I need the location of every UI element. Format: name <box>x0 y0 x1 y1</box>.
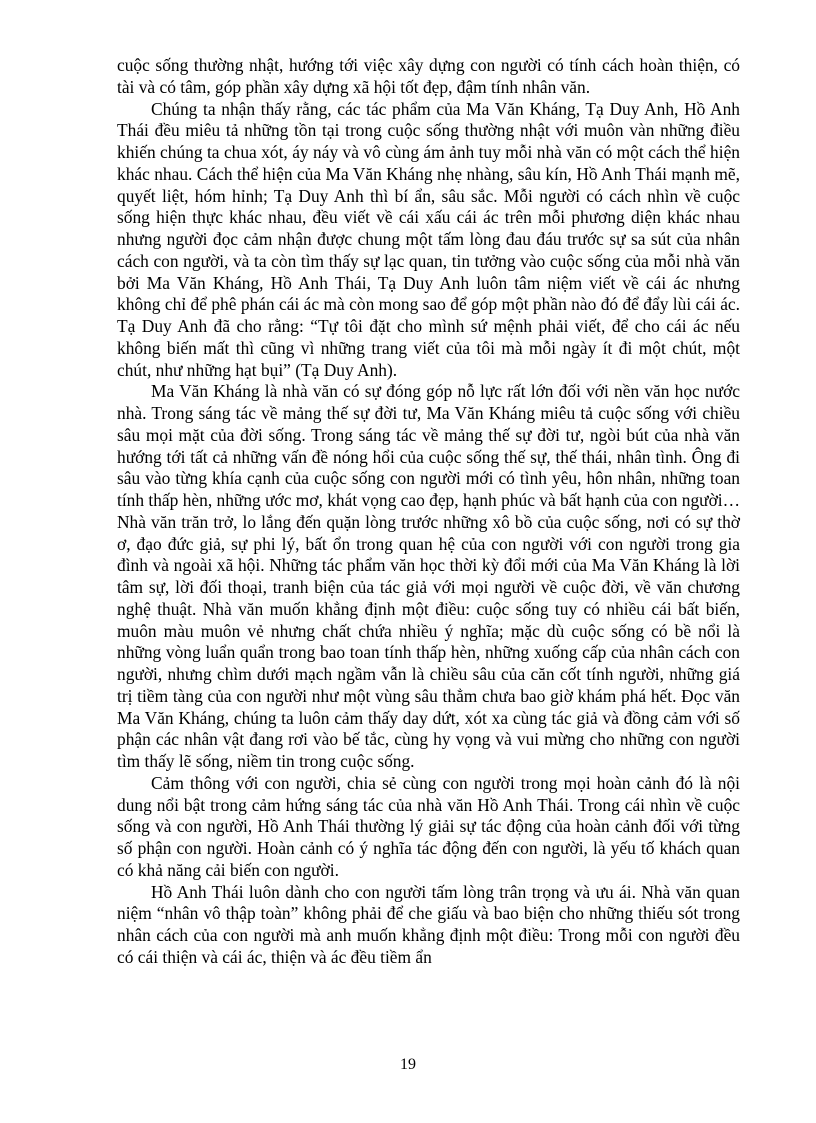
page-number: 19 <box>400 1056 416 1073</box>
paragraph-comparison: Chúng ta nhận thấy rằng, các tác phẩm của Ma Văn Kháng, Tạ Duy Anh, Hồ Anh Thái đều miêu tả những tồn tại trong cuộc sống thường nhật với muôn vàn những điều khiến chúng ta chua xót, áy náy và vô cùng ám ảnh tuy mỗi nhà văn có một cách thể hiện khác nhau. Cách thể hiện của Ma Văn Kháng nhẹ nhàng, sâu kín, Hồ Anh Thái mạnh mẽ, quyết liệt, hóm hỉnh; Tạ Duy Anh thì bí ẩn, sâu sắc. Mỗi người có cách nhìn về cuộc sống hiện thực khác nhau, đều viết về cái xấu cái ác trên mỗi phương diện khác nhau nhưng người đọc cảm nhận được chung một tấm lòng đau đáu trước sự sa sút của nhân cách con người, và ta còn tìm thấy sự lạc quan, tin tưởng vào cuộc sống của mỗi nhà văn bởi Ma Văn Kháng, Hồ Anh Thái, Tạ Duy Anh luôn tâm niệm viết về cái ác nhưng không chỉ để phê phán cái ác mà còn mong sao để góp một phần nào đó để đẩy lùi cái ác. Tạ Duy Anh đã cho rằng: “Tự tôi đặt cho mình sứ mệnh phải viết, để cho cái ác nếu không biến mất thì cũng vì những trang viết của tôi mà mỗi ngày ít đi một chút, một chút, như những hạt bụi” (Tạ Duy Anh). <box>117 98 740 380</box>
document-body <box>117 55 740 969</box>
paragraph-ma-van-khang: Ma Văn Kháng là nhà văn có sự đóng góp nỗ lực rất lớn đối với nền văn học nước nhà. Trong sáng tác về mảng thế sự đời tư, Ma Văn Kháng miêu tả cuộc sống với chiều sâu mọi mặt của đời sống. Trong sáng tác về mảng thế sự đời tư, ngòi bút của nhà văn hướng tới tất cả những vấn đề nóng hổi của cuộc sống thế sự, thế thái, nhân tình. Ông đi sâu vào từng khía cạnh của cuộc sống con người mới có tình yêu, hôn nhân, những toan tính thấp hèn, những ước mơ, khát vọng cao đẹp, hạnh phúc và bất hạnh của con người…Nhà văn trăn trở, lo lắng đến quặn lòng trước những xô bồ của cuộc sống, nơi có sự thờ ơ, đạo đức giả, sự phi lý, bất ổn trong quan hệ của con người với con người trong gia đình và ngoài xã hội. Những tác phẩm văn học thời kỳ đổi mới của Ma Văn Kháng là lời tâm sự, lời đối thoại, tranh biện của tác giả với mọi người về cuộc đời, về văn chương nghệ thuật. Nhà văn muốn khẳng định một điều: cuộc sống tuy có nhiều cái bất biến, muôn màu muôn vẻ nhưng chất chứa nhiều ý nghĩa; mặc dù cuộc sống có bề nổi là những vòng luẩn quẩn trong bao toan tính thấp hèn, những xuống cấp của nhân cách con người, nhưng chìm dưới mạch ngầm vẫn là chiều sâu của căn cốt tính người, những giá trị tiềm tàng của con người như một vùng sâu thẳm chưa bao giờ khám phá hết. Đọc văn Ma Văn Kháng, chúng ta luôn cảm thấy day dứt, xót xa cùng tác giả và đồng cảm với số phận các nhân vật đang rơi vào bế tắc, cùng hy vọng và vui mừng cho những con người tìm thấy lẽ sống, niềm tin trong cuộc sống. <box>117 381 740 771</box>
paragraph-ho-anh-thai-respect: Hồ Anh Thái luôn dành cho con người tấm lòng trân trọng và ưu ái. Nhà văn quan niệm “nhân vô thập toàn” không phải để che giấu và bao biện cho những thiếu sót trong nhân cách của con người mà anh muốn khẳng định một điều: Trong mỗi con người đều có cái thiện và cái ác, thiện và ác đều tiềm ẩn <box>117 881 740 967</box>
paragraph-continuation: cuộc sống thường nhật, hướng tới việc xây dựng con người có tính cách hoàn thiện, có tài và có tâm, góp phần xây dựng xã hội tốt đẹp, đậm tính nhân văn. <box>117 55 740 97</box>
paragraph-ho-anh-thai-empathy: Cảm thông với con người, chia sẻ cùng con người trong mọi hoàn cảnh đó là nội dung nổi bật trong cảm hứng sáng tác của nhà văn Hồ Anh Thái. Trong cái nhìn về cuộc sống và con người, Hồ Anh Thái thường lý giải sự tác động của hoàn cảnh đối với từng số phận con người. Hoàn cảnh có ý nghĩa tác động đến con người, là yếu tố khách quan có khả năng cải biến con người. <box>117 772 740 880</box>
